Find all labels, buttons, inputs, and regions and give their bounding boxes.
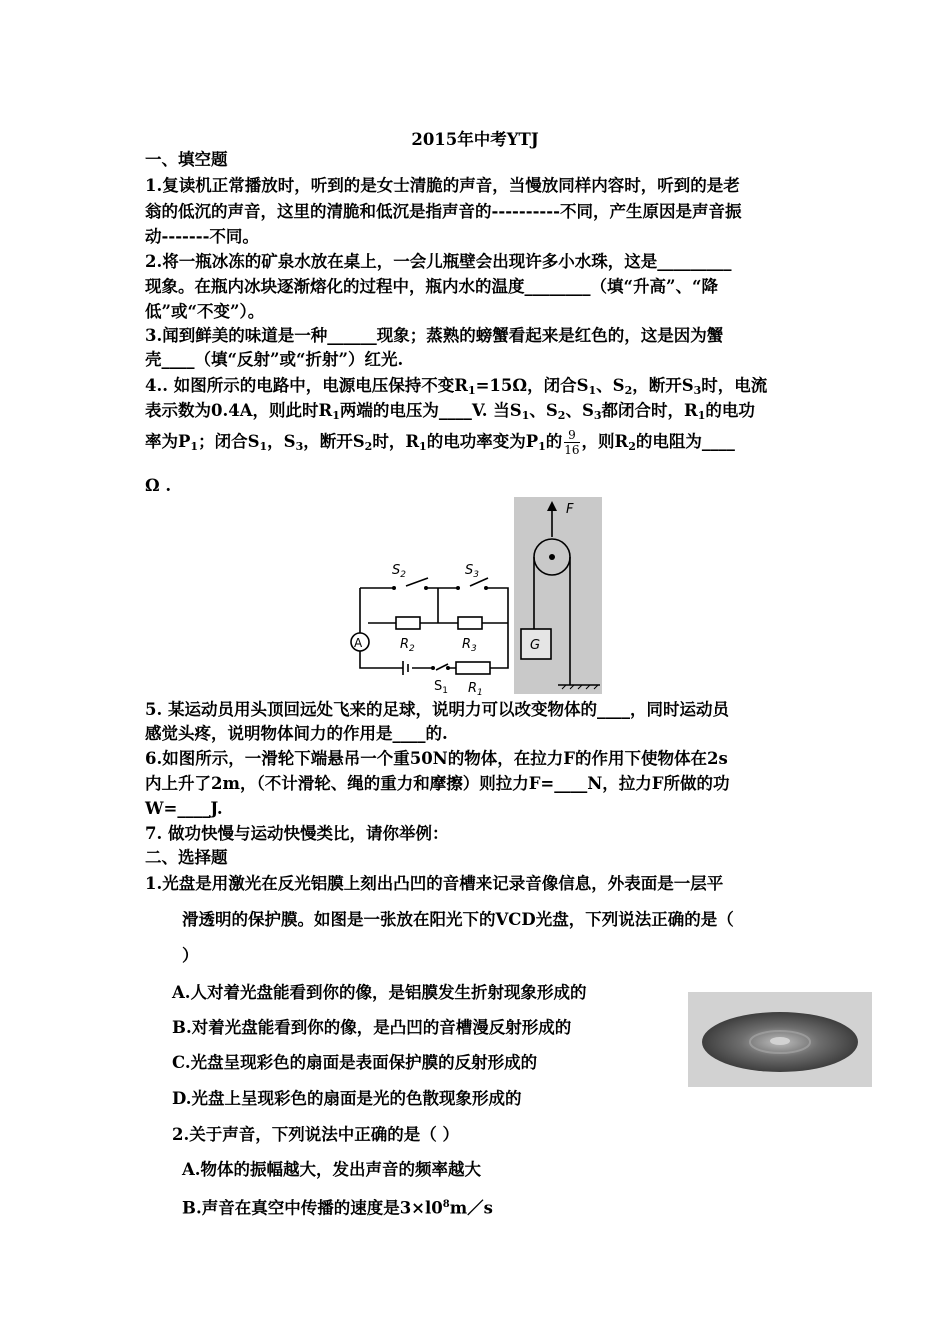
q5-line1: 5. 某运动员用头顶回远处飞来的足球，说明力可以改变物体的____，同时运动员 (145, 700, 729, 719)
ammeter-label: A (354, 636, 363, 650)
force-label: F (566, 502, 574, 517)
fraction-nine-sixteenths: $\frac{9}{16}$ (564, 428, 580, 457)
label-r3: $R_3$ (462, 637, 477, 654)
q1-line3: 动-------不同。 (145, 227, 259, 246)
q1-line2: 翁的低沉的声音，这里的清脆和低沉是指声音的----------不同，产生原因是声音振 (145, 202, 742, 221)
page-title: 2015年中考YTJ (411, 130, 539, 149)
circuit-diagram (348, 558, 518, 698)
label-s1: $S_1$ (434, 679, 448, 696)
q6-line3: W=____J. (145, 799, 223, 818)
q6-line2: 内上升了2m，（不计滑轮、绳的重力和摩擦）则拉力F=____N，拉力F所做的功 (145, 774, 730, 793)
mc1-line2: 滑透明的保护膜。如图是一张放在阳光下的VCD光盘，下列说法正确的是（ (182, 910, 734, 929)
mc2-option-a: A.物体的振幅越大，发出声音的频率越大 (182, 1160, 482, 1179)
label-r2: $R_2$ (400, 637, 415, 654)
mc1-line1: 1.光盘是用激光在反光铝膜上刻出凸凹的音槽来记录音像信息，外表面是一层平 (145, 874, 724, 893)
q2-line2: 现象。在瓶内冰块逐渐熔化的过程中，瓶内水的温度________（填“升高”、“降 (145, 277, 718, 296)
cd-disc-image (688, 992, 872, 1087)
q1-line1: 1.复读机正常播放时，听到的是女士清脆的声音，当慢放同样内容时，听到的是老 (145, 176, 740, 195)
q4-line1: 4.. 如图所示的电路中，电源电压保持不变$R_1=15\Omega$，闭合$S_1$、$S_2$，断开$S_3$时，电流 (145, 376, 768, 397)
label-s3: $S_3$ (465, 563, 479, 580)
q4-line2: 表示数为0.4A，则此时$R_1$两端的电压为____V. 当$S_1$、$S_2$、$S_3$都闭合时，$R_1$的电功 (145, 401, 755, 422)
mc2-stem: 2.关于声音，下列说法中正确的是（ ） (172, 1125, 459, 1144)
q5-line2: 感觉头疼，说明物体间力的作用是____的. (145, 724, 448, 743)
mc2-option-b: B.声音在真空中传播的速度是$3\times l0^8m/s$ (182, 1198, 493, 1218)
q3-line1: 3.闻到鲜美的味道是一种______现象；蒸熟的螃蟹看起来是红色的，这是因为蟹 (145, 326, 724, 345)
section-heading-choice: 二、选择题 (145, 848, 228, 867)
mc1-line3: ） (182, 946, 199, 965)
q7-line: 7. 做功快慢与运动快慢类比，请你举例： (145, 824, 449, 843)
label-r1: $R_1$ (468, 681, 483, 698)
section-heading-fill-in: 一、填空题 (145, 150, 228, 169)
q6-line1: 6.如图所示，一滑轮下端悬吊一个重50N的物体，在拉力F的作用下使物体在2s (145, 749, 728, 768)
mc1-option-c: C.光盘呈现彩色的扇面是表面保护膜的反射形成的 (172, 1053, 538, 1072)
q3-line2: 壳____（填“反射”或“折射”）红光. (145, 350, 404, 369)
q2-line3: 低”或“不变”）。 (145, 302, 265, 321)
mc1-option-d: D.光盘上呈现彩色的扇面是光的色散现象形成的 (172, 1089, 522, 1108)
q2-line1: 2.将一瓶冰冻的矿泉水放在桌上，一会儿瓶壁会出现许多小水珠，这是_________ (145, 252, 732, 271)
mc1-option-a: A.人对着光盘能看到你的像，是铝膜发生折射现象形成的 (172, 983, 587, 1002)
q4-line4: Ω . (145, 476, 172, 495)
mc1-option-b: B.对着光盘能看到你的像，是凸凹的音槽漫反射形成的 (172, 1018, 572, 1037)
q4-line3: 率为$P_1$；闭合$S_1$，$S_3$，断开$S_2$时，$R_1$的电功率变为$P_1$的 $\frac{9}{16}$ ，则$R_2$的电阻为____ (145, 428, 735, 457)
weight-label: G (530, 638, 541, 653)
label-s2: $S_2$ (392, 563, 406, 580)
pulley-diagram (514, 497, 602, 694)
